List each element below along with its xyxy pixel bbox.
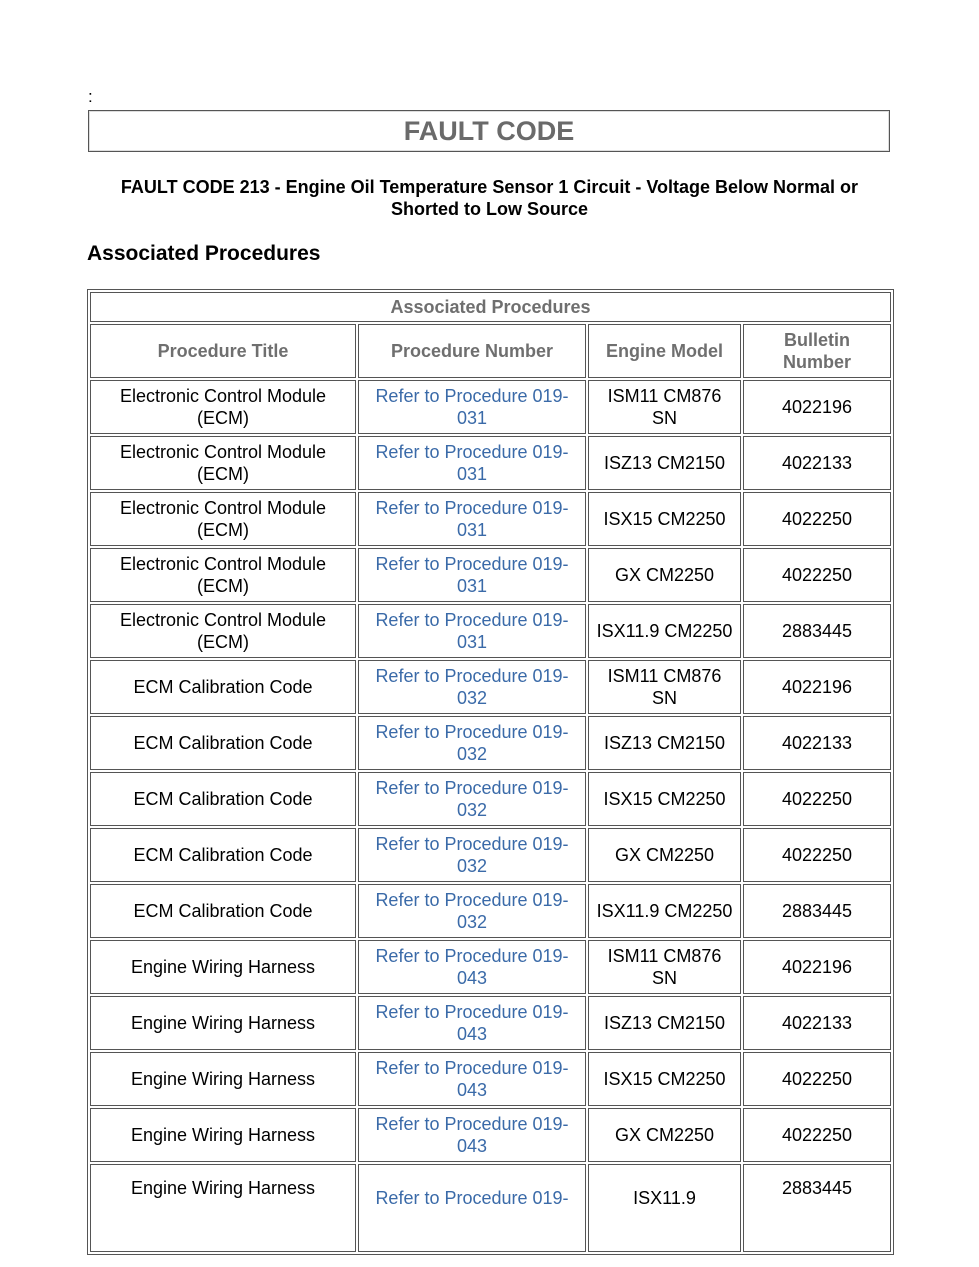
- procedure-link[interactable]: Refer to Procedure 019-032: [375, 834, 569, 876]
- page-title: FAULT CODE: [403, 115, 575, 146]
- page-colon: :: [88, 87, 93, 106]
- procedure-link[interactable]: Refer to Procedure 019-: [375, 1188, 569, 1208]
- procedure-number-cell: [358, 884, 586, 938]
- procedure-number-cell: [358, 660, 586, 714]
- table-row: [90, 1164, 891, 1252]
- engine-model-cell: ISX15 CM2250: [588, 492, 741, 546]
- bulletin-number-cell: 4022250: [743, 1108, 891, 1162]
- bulletin-number-cell: 2883445: [743, 884, 891, 938]
- procedure-number-cell: [358, 380, 586, 434]
- procedure-title-cell: Electronic Control Module (ECM): [90, 436, 356, 490]
- procedure-title-cell: Electronic Control Module (ECM): [90, 380, 356, 434]
- engine-model-cell: ISZ13 CM2150: [588, 716, 741, 770]
- procedure-title-cell: Engine Wiring Harness: [90, 1052, 356, 1106]
- bulletin-number-cell: 4022250: [743, 772, 891, 826]
- column-header-procedure-title: Procedure Title: [90, 324, 356, 378]
- procedure-link[interactable]: Refer to Procedure 019-031: [375, 386, 569, 428]
- column-header-engine-model: Engine Model: [588, 324, 741, 378]
- fault-code-description: FAULT CODE 213 - Engine Oil Temperature Sensor 1 Circuit - Voltage Below Normal or Shorted to Low Source: [120, 177, 859, 219]
- engine-model-cell: ISZ13 CM2150: [588, 436, 741, 490]
- table-row: [90, 828, 891, 882]
- engine-model-cell: ISM11 CM876 SN: [588, 660, 741, 714]
- engine-model-cell: GX CM2250: [588, 828, 741, 882]
- procedure-link[interactable]: Refer to Procedure 019-032: [375, 666, 569, 708]
- table-row: [90, 1108, 891, 1162]
- engine-model-cell: GX CM2250: [588, 1108, 741, 1162]
- procedure-link[interactable]: Refer to Procedure 019-031: [375, 442, 569, 484]
- procedure-number-cell: [358, 996, 586, 1050]
- engine-model-cell: ISM11 CM876 SN: [588, 940, 741, 994]
- procedure-number-cell: [358, 436, 586, 490]
- procedure-title-cell: ECM Calibration Code: [90, 716, 356, 770]
- engine-model-cell: ISX15 CM2250: [588, 1052, 741, 1106]
- procedure-title-cell: ECM Calibration Code: [90, 660, 356, 714]
- bulletin-number-cell: 4022250: [743, 828, 891, 882]
- procedure-link[interactable]: Refer to Procedure 019-031: [375, 554, 569, 596]
- table-row: [90, 660, 891, 714]
- table-row: [90, 604, 891, 658]
- procedure-title-cell: Engine Wiring Harness: [90, 1164, 356, 1252]
- procedures-table: [87, 289, 894, 1255]
- procedure-link[interactable]: Refer to Procedure 019-032: [375, 890, 569, 932]
- procedure-number-cell: [358, 772, 586, 826]
- table-row: [90, 1052, 891, 1106]
- table-row: [90, 996, 891, 1050]
- column-header-procedure-number: Procedure Number: [358, 324, 586, 378]
- bulletin-number-cell: 4022250: [743, 1052, 891, 1106]
- procedure-title-cell: Electronic Control Module (ECM): [90, 604, 356, 658]
- procedure-number-cell: [358, 492, 586, 546]
- column-header-bulletin-number: Bulletin Number: [743, 324, 891, 378]
- bulletin-number-cell: 4022196: [743, 660, 891, 714]
- procedure-title-cell: ECM Calibration Code: [90, 772, 356, 826]
- procedure-link[interactable]: Refer to Procedure 019-043: [375, 946, 569, 988]
- procedure-number-cell: [358, 548, 586, 602]
- bulletin-number-cell: 4022133: [743, 716, 891, 770]
- table-row: [90, 884, 891, 938]
- procedure-title-cell: Engine Wiring Harness: [90, 996, 356, 1050]
- procedure-title-cell: ECM Calibration Code: [90, 884, 356, 938]
- procedure-title-cell: Electronic Control Module (ECM): [90, 548, 356, 602]
- bulletin-number-cell: 4022133: [743, 436, 891, 490]
- procedure-title-cell: ECM Calibration Code: [90, 828, 356, 882]
- engine-model-cell: ISX11.9: [588, 1164, 741, 1252]
- bulletin-number-cell: 4022196: [743, 380, 891, 434]
- table-row: [90, 940, 891, 994]
- section-heading: Associated Procedures: [87, 242, 321, 265]
- table-row: [90, 436, 891, 490]
- procedure-link[interactable]: Refer to Procedure 019-043: [375, 1114, 569, 1156]
- procedure-link[interactable]: Refer to Procedure 019-043: [375, 1002, 569, 1044]
- procedure-number-cell: [358, 828, 586, 882]
- page-title-box: [88, 110, 890, 152]
- procedure-link[interactable]: Refer to Procedure 019-043: [375, 1058, 569, 1100]
- procedure-number-cell: [358, 1108, 586, 1162]
- procedure-link[interactable]: Refer to Procedure 019-031: [375, 498, 569, 540]
- procedure-link[interactable]: Refer to Procedure 019-032: [375, 778, 569, 820]
- table-row: [90, 548, 891, 602]
- procedure-number-cell: [358, 1052, 586, 1106]
- bulletin-number-cell: 4022133: [743, 996, 891, 1050]
- procedure-link[interactable]: Refer to Procedure 019-031: [375, 610, 569, 652]
- engine-model-cell: ISX11.9 CM2250: [588, 884, 741, 938]
- bulletin-number-cell: 4022250: [743, 492, 891, 546]
- engine-model-cell: ISX15 CM2250: [588, 772, 741, 826]
- engine-model-cell: GX CM2250: [588, 548, 741, 602]
- engine-model-cell: ISM11 CM876 SN: [588, 380, 741, 434]
- bulletin-number-cell: 4022250: [743, 548, 891, 602]
- procedure-number-cell: [358, 604, 586, 658]
- table-row: [90, 716, 891, 770]
- bulletin-number-cell: 2883445: [743, 604, 891, 658]
- procedure-number-cell: [358, 1164, 586, 1252]
- procedure-number-cell: [358, 716, 586, 770]
- bulletin-number-cell: 2883445: [743, 1164, 891, 1252]
- procedure-title-cell: Electronic Control Module (ECM): [90, 492, 356, 546]
- table-caption: Associated Procedures: [90, 292, 891, 322]
- procedure-number-cell: [358, 940, 586, 994]
- table-row: [90, 380, 891, 434]
- engine-model-cell: ISZ13 CM2150: [588, 996, 741, 1050]
- table-row: [90, 492, 891, 546]
- engine-model-cell: ISX11.9 CM2250: [588, 604, 741, 658]
- procedure-link[interactable]: Refer to Procedure 019-032: [375, 722, 569, 764]
- procedures-table-container: [87, 289, 892, 1208]
- table-row: [90, 772, 891, 826]
- procedure-title-cell: Engine Wiring Harness: [90, 940, 356, 994]
- procedure-title-cell: Engine Wiring Harness: [90, 1108, 356, 1162]
- bulletin-number-cell: 4022196: [743, 940, 891, 994]
